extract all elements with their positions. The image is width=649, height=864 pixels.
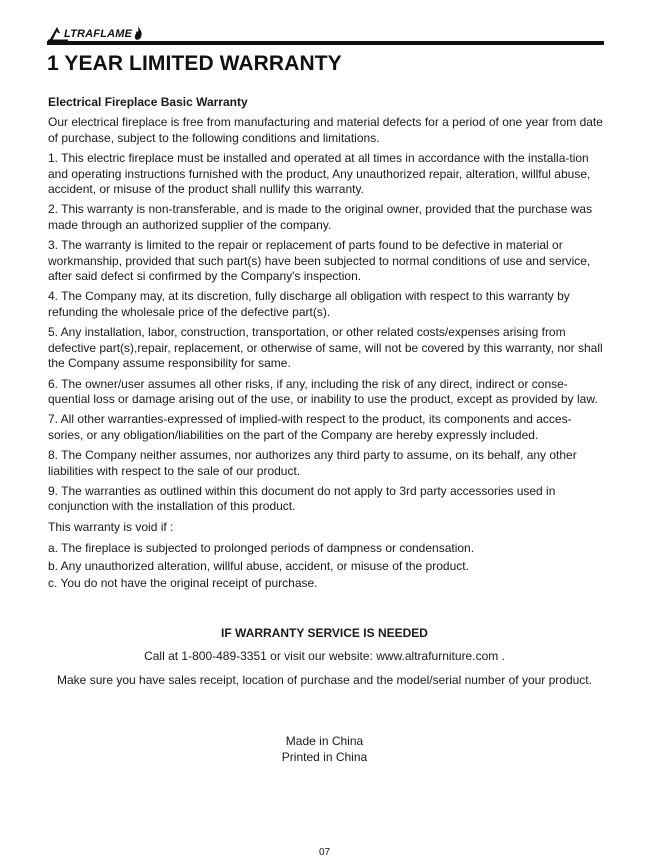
warranty-clause-6: 6. The owner/user assumes all other risks, if any, including the risk of any direct, indirect or conse-quential loss or damage arising out of the use, or inability to use the product, except as provided by law. (48, 376, 598, 406)
service-contact: Call at 1-800-489-3351 or visit our website: www.altrafurniture.com . (144, 649, 505, 663)
void-item-c: c. You do not have the original receipt of purchase. (48, 575, 318, 590)
section-subheading: Electrical Fireplace Basic Warranty (48, 95, 248, 109)
warranty-clause-5: 5. Any installation, labor, construction, transportation, or other related costs/expenses arising from defective part(s),repair, replacement, or otherwise of same, will not be covered by this warranty, nor shall the Company assume responsibility for same. (48, 325, 603, 371)
made-in-text: Made in China (285, 734, 364, 748)
warranty-clause-1: 1. This electric fireplace must be installed and operated at all times in accordance with the installa-tion and operating instructions furnished with the product, Any unauthorized repair, alteration, willful abuse, accident, or misuse of the product shall nullify this warranty. (48, 151, 591, 197)
warranty-clause-4: 4. The Company may, at its discretion, fully discharge all obligation with respect to this warranty by refunding the wholesale price of the defective part(s). (48, 289, 570, 319)
page-title: 1 YEAR LIMITED WARRANTY (47, 52, 342, 75)
warranty-body (48, 95, 606, 593)
flame-icon (133, 26, 143, 42)
warranty-clause-7: 7. All other warranties-expressed of implied-with respect to the product, its components and acces-sories, or any obligation/liabilities on the part of the Company are hereby expressly included. (48, 412, 572, 442)
page-number: 07 (318, 847, 331, 858)
warranty-clause-8: 8. The Company neither assumes, nor authorizes any third party to assume, on its behalf, any other liabilities with respect to the sale of our product. (48, 448, 577, 478)
service-receipt-note: Make sure you have sales receipt, location of purchase and the model/serial number of your product. (57, 673, 592, 687)
warranty-clause-9: 9. The warranties as outlined within this document do not apply to 3rd party accessories used in conjunction with the installation of this product. (48, 483, 556, 514)
logo-wordmark: LTRAFLAME (64, 28, 133, 40)
warranty-clause-3: 3. The warranty is limited to the repair or replacement of parts found to be defective in material or workmanship, provided that such part(s) have been subjected to normal conditions of use and service, after said defect si confirmed by the Company's inspection. (48, 238, 591, 284)
void-item-a: a. The fireplace is subjected to prolonged periods of dampness or condensation. (48, 541, 475, 556)
void-conditions (48, 520, 606, 592)
void-title: This warranty is void if : (48, 519, 174, 534)
printed-in-text: Printed in China (281, 750, 368, 764)
intro-paragraph: Our electrical fireplace is free from manufacturing and material defects for a period of one year from date of purchase, subject to the following conditions and limitations. (48, 115, 603, 145)
warranty-clause-2: 2. This warranty is non-transferable, and is made to the original owner, provided that the purchase was made through an authorized supplier of the company. (48, 202, 593, 232)
service-heading: IF WARRANTY SERVICE IS NEEDED (221, 626, 428, 640)
origin-block (0, 733, 649, 765)
void-item-b: b. Any unauthorized alteration, willful abuse, accident, or misuse of the product. (48, 558, 469, 573)
header-rule (47, 41, 604, 45)
brand-logo (48, 22, 143, 42)
